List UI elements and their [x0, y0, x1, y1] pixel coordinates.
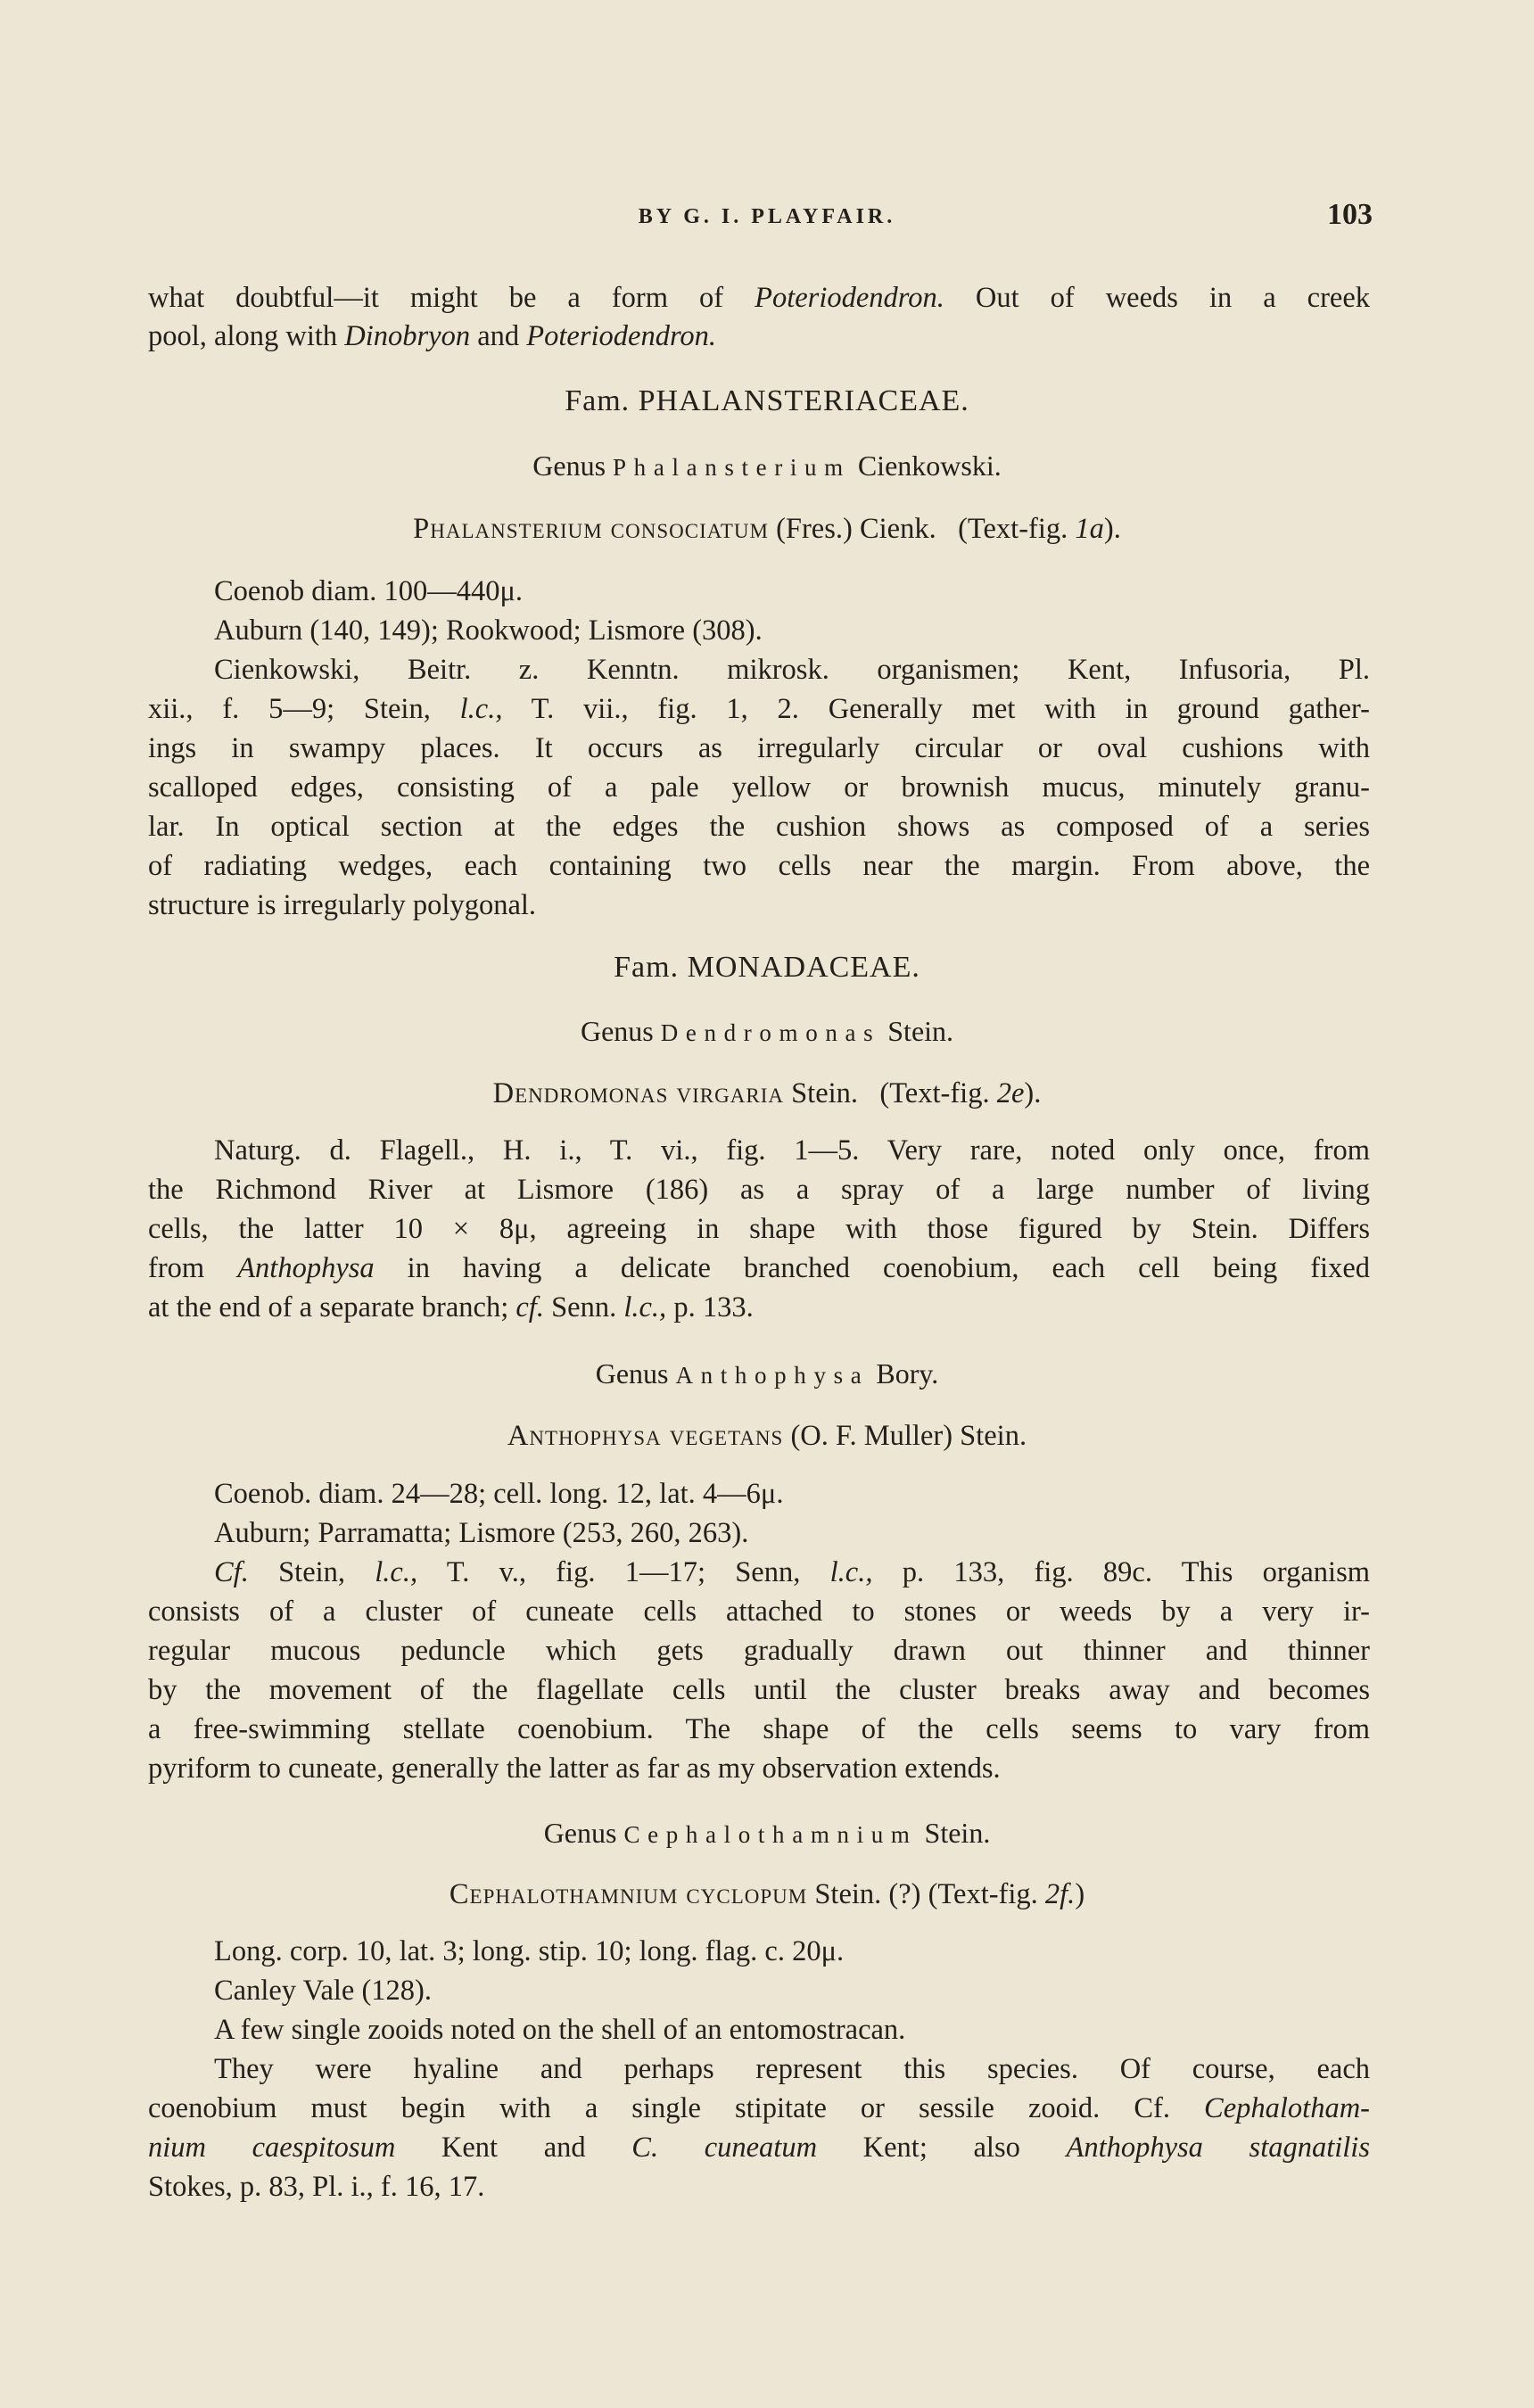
- text-line: structure is irregularly polygonal.: [148, 889, 537, 921]
- text-line: coenobium must begin with a single stipitate or sessile zooid. Cf. Cephalotham-: [148, 2092, 1370, 2124]
- text-line: of radiating wedges, each containing two cells near the margin. From above, the: [148, 850, 1370, 882]
- text-line: what doubtful—it might be a form of Poteriodendron. Out of weeds in a creek: [148, 282, 1371, 314]
- text-line: Auburn; Parramatta; Lismore (253, 260, 263).: [214, 1517, 749, 1549]
- text-line: scalloped edges, consisting of a pale yellow or brownish mucus, minutely granu-: [148, 771, 1370, 804]
- text-line: Long. corp. 10, lat. 3; long. stip. 10; long. flag. c. 20μ.: [214, 1935, 845, 1967]
- genus-heading: Genus Anthophysa Bory.: [595, 1357, 939, 1390]
- text-line: A few single zooids noted on the shell of an entomostracan.: [214, 2014, 906, 2046]
- text-line: by the movement of the flagellate cells until the cluster breaks away and becomes: [148, 1674, 1370, 1706]
- text-line: pool, along with Dinobryon and Poteriodendron.: [148, 320, 717, 352]
- species-heading: Anthophysa vegetans (O. F. Muller) Stein.: [507, 1420, 1027, 1452]
- text-line: pyriform to cuneate, generally the latter as far as my observation extends.: [148, 1752, 1001, 1785]
- text-line: Stokes, p. 83, Pl. i., f. 16, 17.: [148, 2171, 485, 2203]
- text-line: Cienkowski, Beitr. z. Kenntn. mikrosk. organismen; Kent, Infusoria, Pl.: [214, 654, 1370, 686]
- genus-heading: Genus Dendromonas Stein.: [580, 1015, 954, 1047]
- text-line: Auburn (140, 149); Rookwood; Lismore (308).: [214, 614, 763, 647]
- species-heading: Phalansterium consociatum (Fres.) Cienk. (Text-fig. 1a).: [413, 513, 1121, 545]
- genus-heading: Genus Cephalothamnium Stein.: [543, 1817, 991, 1849]
- text-line: cells, the latter 10 × 8μ, agreeing in shape with those figured by Stein. Differs: [148, 1213, 1370, 1245]
- family-heading: Fam. MONADACEAE.: [614, 951, 920, 984]
- text-line: ings in swampy places. It occurs as irregularly circular or oval cushions with: [148, 732, 1370, 764]
- genus-heading: Genus Phalansterium Cienkowski.: [532, 449, 1002, 482]
- text-line: the Richmond River at Lismore (186) as a spray of a large number of living: [148, 1174, 1370, 1206]
- text-line: Naturg. d. Flagell., H. i., T. vi., fig. 1—5. Very rare, noted only once, from: [214, 1134, 1370, 1167]
- text-line: Cf. Stein, l.c., T. v., fig. 1—17; Senn, l.c., p. 133, fig. 89c. This organism: [214, 1556, 1371, 1588]
- text-line: consists of a cluster of cuneate cells attached to stones or weeds by a very ir-: [148, 1596, 1370, 1628]
- running-head: BY G. I. PLAYFAIR.: [638, 205, 896, 228]
- page-number: 103: [1327, 198, 1373, 231]
- text-line: lar. In optical section at the edges the cushion shows as composed of a series: [148, 811, 1370, 843]
- text-line: regular mucous peduncle which gets gradually drawn out thinner and thinner: [148, 1635, 1370, 1667]
- text-line: a free-swimming stellate coenobium. The shape of the cells seems to vary from: [148, 1713, 1370, 1745]
- text-line: from Anthophysa in having a delicate branched coenobium, each cell being fixed: [148, 1252, 1370, 1284]
- text-line: xii., f. 5—9; Stein, l.c., T. vii., fig. 1, 2. Generally met with in ground gather-: [148, 693, 1370, 725]
- family-heading: Fam. PHALANSTERIACEAE.: [565, 384, 969, 417]
- text-line: Coenob diam. 100—440μ.: [214, 575, 524, 607]
- species-heading: Cephalothamnium cyclopum Stein. (?) (Text-fig. 2f.): [449, 1878, 1085, 1910]
- species-heading: Dendromonas virgaria Stein. (Text-fig. 2e).: [492, 1077, 1042, 1109]
- text-line: nium caespitosum Kent and C. cuneatum Kent; also Anthophysa stagnatilis: [148, 2132, 1370, 2164]
- text-line: at the end of a separate branch; cf. Senn. l.c., p. 133.: [148, 1291, 754, 1324]
- text-line: Coenob. diam. 24—28; cell. long. 12, lat. 4—6μ.: [214, 1478, 784, 1510]
- text-line: They were hyaline and perhaps represent this species. Of course, each: [214, 2053, 1370, 2085]
- text-line: Canley Vale (128).: [214, 1975, 432, 2007]
